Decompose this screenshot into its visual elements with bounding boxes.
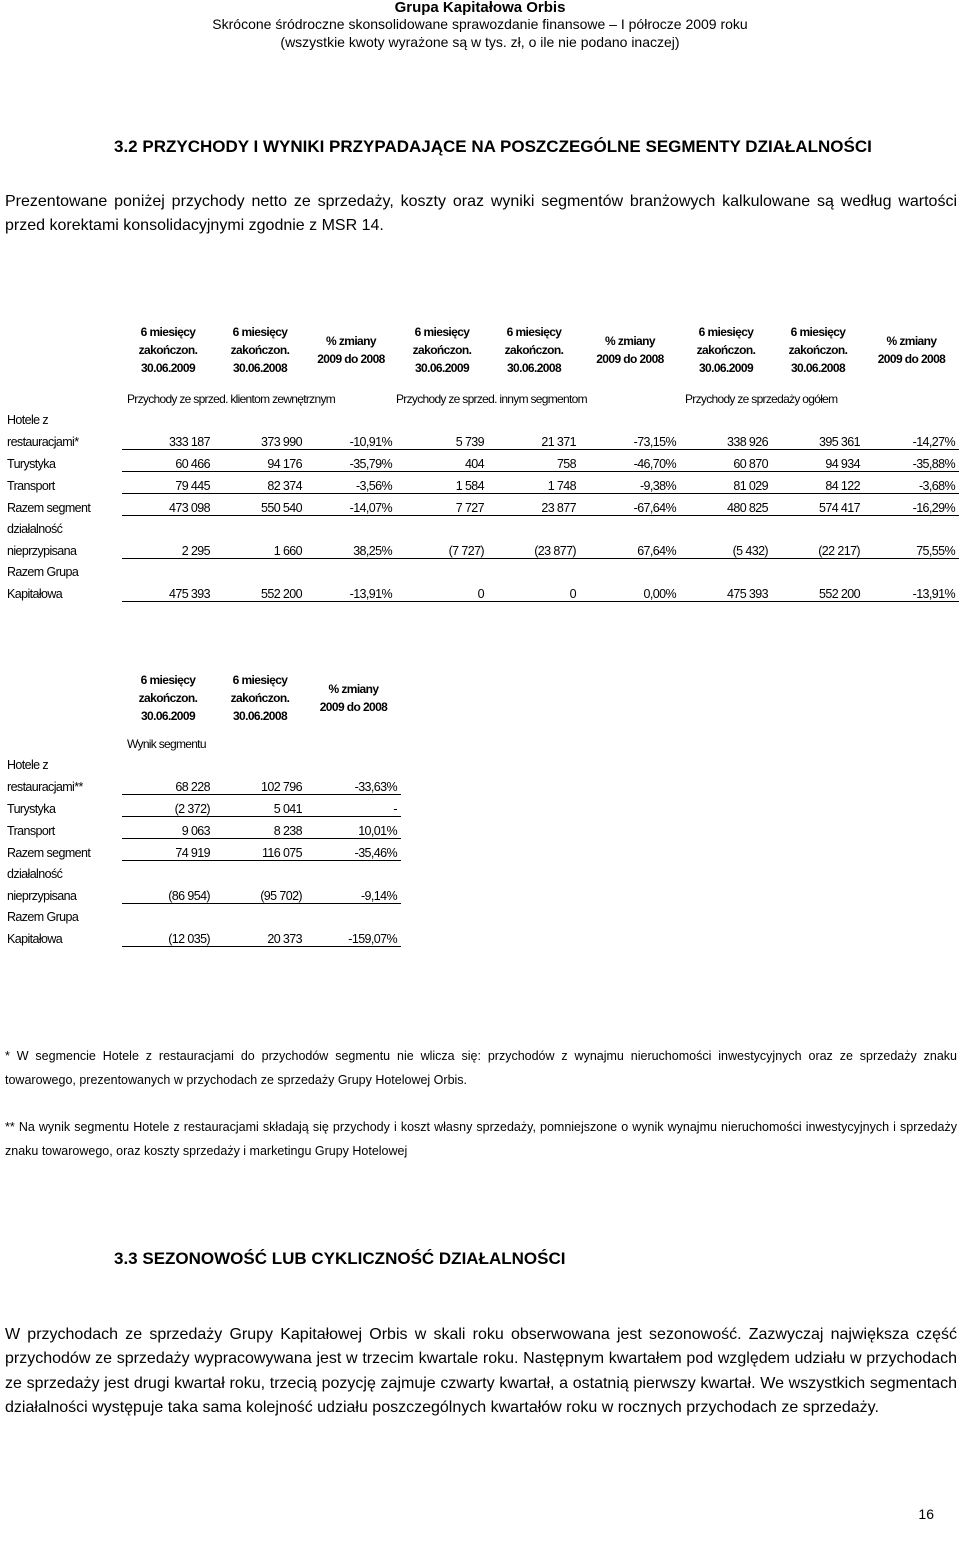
- col-head-2009: 6 miesięcy zakończon. 30.06.2009: [696, 325, 756, 375]
- table-cell: -16,29%: [864, 493, 959, 515]
- table-cell: -3,56%: [306, 471, 396, 493]
- table-cell: -: [306, 794, 401, 816]
- row-label: Kapitałowa: [7, 587, 63, 601]
- table-row: [7, 816, 401, 838]
- table-cell: 75,55%: [864, 536, 959, 558]
- row-label: Kapitałowa: [7, 932, 63, 946]
- table-cell: (5 432): [680, 536, 772, 558]
- table-cell: 373 990: [214, 427, 306, 449]
- table-cell: 82 374: [214, 471, 306, 493]
- table-row-label-top: [7, 406, 959, 427]
- table-row: [7, 427, 959, 449]
- section-3-3-title: 3.3 SEZONOWOŚĆ LUB CYKLICZNOŚĆ DZIAŁALNOŚCI: [114, 1249, 566, 1268]
- table-cell: 0: [488, 579, 580, 601]
- table-cell: 574 417: [772, 493, 864, 515]
- table-cell: 552 200: [214, 579, 306, 601]
- table-cell: -9,14%: [306, 881, 401, 903]
- table-cell: 1 748: [488, 471, 580, 493]
- table-cell: 395 361: [772, 427, 864, 449]
- section-label-external: Przychody ze sprzed. klientom zewnętrznym: [127, 392, 336, 406]
- section-label-result: Wynik segmentu: [127, 737, 206, 751]
- table-cell: 8 238: [214, 816, 306, 838]
- revenue-section-row: [7, 384, 959, 406]
- table-cell: -46,70%: [580, 449, 680, 471]
- table-row: [7, 536, 959, 558]
- table-row: [7, 881, 401, 903]
- footnote-2: ** Na wynik segmentu Hotele z restauracjami składają się przychody i koszt własny sprzedaży, pomniejszone o wynik wynajmu nieruchomości inwestycyjnych i sprzedaży znaku towarowego, oraz koszty sprzedaży i marketingu Grupy Hotelowej: [5, 1120, 957, 1158]
- row-label: Razem segment: [7, 846, 91, 860]
- table-cell: 550 540: [214, 493, 306, 515]
- table-row-label-top: [7, 860, 401, 881]
- row-label: działalność: [7, 522, 63, 536]
- table-cell: (7 727): [396, 536, 488, 558]
- table-cell: -13,91%: [864, 579, 959, 601]
- table-cell: 10,01%: [306, 816, 401, 838]
- row-label: Hotele z: [7, 758, 49, 772]
- col-head-2009: 6 miesięcy zakończon. 30.06.2009: [138, 673, 198, 723]
- table-cell: -73,15%: [580, 427, 680, 449]
- section-3-3-text: W przychodach ze sprzedaży Grupy Kapitałowej Orbis w skali roku obserwowana jest sezonowość. Zazwyczaj największa część przychodów ze sprzedaży wypracowywana jest w trzecim kwartale roku. Następnym kwartałem pod względem udziału w przychodach ze sprzedaży jest drugi kwartał roku, trzecią pozycję zajmuje czwarty kwartał, a ostatnią pierwszy kwartał. We wszystkich segmentach działalności występuje taka sama kolejność udziału poszczególnych kwartałów roku w rocznych przychodach ze sprzedaży.: [5, 1326, 957, 1416]
- table-cell: 68 228: [122, 772, 214, 794]
- row-label: restauracjami**: [7, 780, 83, 794]
- table-row: [7, 924, 401, 946]
- table-cell: 102 796: [214, 772, 306, 794]
- col-head-change: % zmiany 2009 do 2008: [877, 334, 946, 366]
- table-cell: 338 926: [680, 427, 772, 449]
- row-label: Turystyka: [7, 457, 56, 471]
- row-label: Transport: [7, 479, 55, 493]
- table-row: [7, 579, 959, 601]
- table-cell: 74 919: [122, 838, 214, 860]
- col-head-2009: 6 miesięcy zakończon. 30.06.2009: [138, 325, 198, 375]
- table-cell: (22 217): [772, 536, 864, 558]
- table-cell: 1 660: [214, 536, 306, 558]
- table-cell: 5 739: [396, 427, 488, 449]
- table-cell: 0: [396, 579, 488, 601]
- result-table: [7, 667, 401, 947]
- table-cell: 81 029: [680, 471, 772, 493]
- table-cell: 67,64%: [580, 536, 680, 558]
- section-label-total: Przychody ze sprzedaży ogółem: [685, 392, 838, 406]
- row-label: nieprzypisana: [7, 544, 77, 558]
- table-cell: 758: [488, 449, 580, 471]
- table-cell: 5 041: [214, 794, 306, 816]
- table-cell: -33,63%: [306, 772, 401, 794]
- row-label: Razem segment: [7, 501, 91, 515]
- row-label: Razem Grupa: [7, 565, 79, 579]
- table-cell: 0,00%: [580, 579, 680, 601]
- table-cell: 60 870: [680, 449, 772, 471]
- col-head-change: % zmiany 2009 do 2008: [596, 334, 664, 366]
- table-cell: 475 393: [680, 579, 772, 601]
- table-cell: 333 187: [122, 427, 214, 449]
- table-cell: 84 122: [772, 471, 864, 493]
- col-head-2009: 6 miesięcy zakończon. 30.06.2009: [412, 325, 472, 375]
- table-cell: 116 075: [214, 838, 306, 860]
- table-cell: -35,46%: [306, 838, 401, 860]
- revenue-header-row: [7, 316, 959, 384]
- result-section-row: [7, 729, 401, 751]
- table-cell: 9 063: [122, 816, 214, 838]
- row-label: Hotele z: [7, 413, 49, 427]
- row-label: Razem Grupa: [7, 910, 79, 924]
- table-cell: (23 877): [488, 536, 580, 558]
- table-row: [7, 471, 959, 493]
- table-cell: -9,38%: [580, 471, 680, 493]
- table-cell: 473 098: [122, 493, 214, 515]
- col-head-2008: 6 miesięcy zakończon. 30.06.2008: [230, 673, 290, 723]
- table-cell: 94 934: [772, 449, 864, 471]
- table-cell: 1 584: [396, 471, 488, 493]
- table-cell: 480 825: [680, 493, 772, 515]
- header-company: Grupa Kapitałowa Orbis: [394, 0, 566, 16]
- table-cell: (2 372): [122, 794, 214, 816]
- row-label: Transport: [7, 824, 55, 838]
- table-row: [7, 449, 959, 471]
- table-cell: (86 954): [122, 881, 214, 903]
- table-cell: -159,07%: [306, 924, 401, 946]
- table-cell: 94 176: [214, 449, 306, 471]
- table-cell: 475 393: [122, 579, 214, 601]
- row-label: nieprzypisana: [7, 889, 77, 903]
- table-cell: 20 373: [214, 924, 306, 946]
- col-head-2008: 6 miesięcy zakończon. 30.06.2008: [230, 325, 290, 375]
- table-cell: 7 727: [396, 493, 488, 515]
- header-note: (wszystkie kwoty wyrażone są w tys. zł, o ile nie podano inaczej): [280, 34, 680, 50]
- table-cell: -3,68%: [864, 471, 959, 493]
- table-cell: -67,64%: [580, 493, 680, 515]
- table-cell: 60 466: [122, 449, 214, 471]
- table-cell: 38,25%: [306, 536, 396, 558]
- col-head-change: % zmiany 2009 do 2008: [317, 334, 385, 366]
- table-row: [7, 493, 959, 515]
- table-cell: -13,91%: [306, 579, 396, 601]
- table-row-label-top: [7, 558, 959, 579]
- table-cell: -35,79%: [306, 449, 396, 471]
- col-head-2008: 6 miesięcy zakończon. 30.06.2008: [504, 325, 564, 375]
- row-label: Turystyka: [7, 802, 56, 816]
- table-cell: -14,27%: [864, 427, 959, 449]
- table-row-label-top: [7, 515, 959, 536]
- table-cell: 552 200: [772, 579, 864, 601]
- col-head-2008: 6 miesięcy zakończon. 30.06.2008: [788, 325, 848, 375]
- table-cell: (12 035): [122, 924, 214, 946]
- table-row-label-top: [7, 903, 401, 924]
- table-cell: 79 445: [122, 471, 214, 493]
- section-3-2-intro: Prezentowane poniżej przychody netto ze sprzedaży, koszty oraz wyniki segmentów branżowych kalkulowane są według wartości przed korektami konsolidacyjnymi zgodnie z MSR 14.: [5, 193, 957, 234]
- revenue-table: [7, 316, 959, 602]
- table-row: [7, 772, 401, 794]
- table-cell: -10,91%: [306, 427, 396, 449]
- row-label: działalność: [7, 867, 63, 881]
- table-cell: 21 371: [488, 427, 580, 449]
- table-cell: 2 295: [122, 536, 214, 558]
- col-head-change: % zmiany 2009 do 2008: [319, 682, 388, 714]
- table-cell: 404: [396, 449, 488, 471]
- header-report: Skrócone śródroczne skonsolidowane sprawozdanie finansowe – I półrocze 2009 roku: [212, 16, 748, 32]
- table-row: [7, 794, 401, 816]
- table-cell: -14,07%: [306, 493, 396, 515]
- footnote-1: * W segmencie Hotele z restauracjami do przychodów segmentu nie wlicza się: przychodów z wynajmu nieruchomości inwestycyjnych oraz ze sprzedaży znaku towarowego, prezentowanych w przychodach ze sprzedaży Grupy Hotelowej Orbis.: [5, 1049, 957, 1087]
- table-row: [7, 838, 401, 860]
- table-cell: 23 877: [488, 493, 580, 515]
- result-header-row: [7, 667, 401, 729]
- section-label-intersegment: Przychody ze sprzed. innym segmentom: [396, 392, 587, 406]
- row-label: restauracjami*: [7, 435, 79, 449]
- section-3-2-title: 3.2 PRZYCHODY I WYNIKI PRZYPADAJĄCE NA POSZCZEGÓLNE SEGMENTY DZIAŁALNOŚCI: [114, 137, 872, 156]
- table-cell: (95 702): [214, 881, 306, 903]
- table-row-label-top: [7, 751, 401, 772]
- page-number: 16: [918, 1506, 934, 1522]
- table-cell: -35,88%: [864, 449, 959, 471]
